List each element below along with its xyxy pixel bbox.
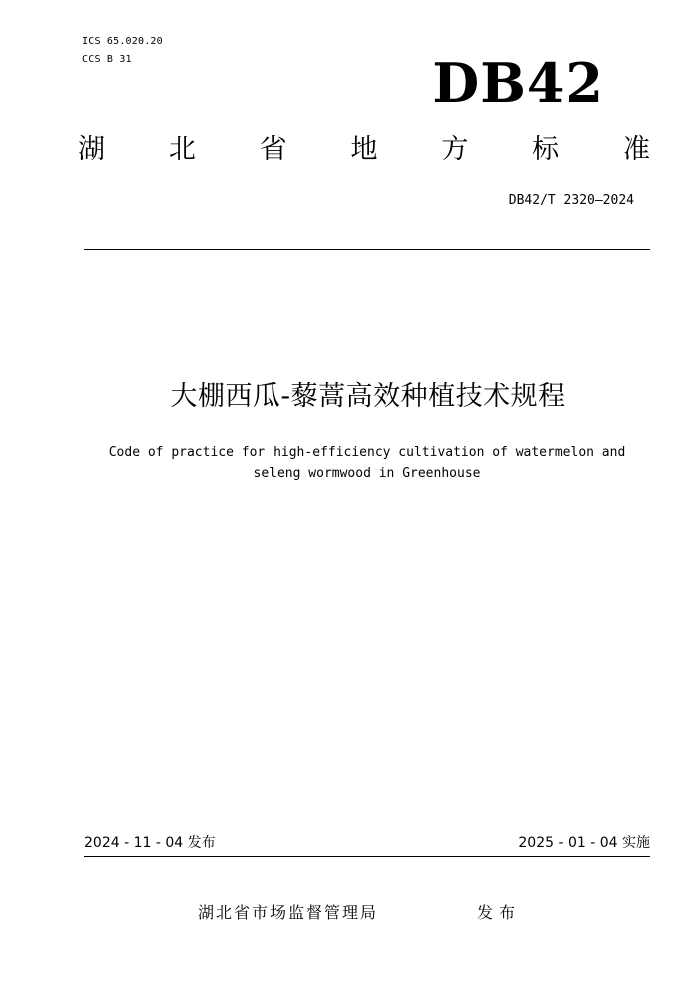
document-title-english [90,442,644,484]
standard-title-char: 地 [350,134,378,165]
standard-number: DB42/T 2320—2024 [508,193,634,208]
title-english-line: Code of practice for high-efficiency cultivation of watermelon and [108,445,626,460]
top-divider [84,249,650,250]
title-english-line: seleng wormwood in Greenhouse [253,466,481,481]
standard-title-char: 方 [441,134,469,165]
standard-logo: DB42 [432,51,604,115]
bottom-divider [84,856,650,857]
issue-label: 发布 [477,903,522,922]
standard-title-char: 湖 [78,134,105,165]
standard-title-char: 北 [168,134,196,165]
standard-title-char: 准 [622,134,650,165]
implementation-date: 2025 - 01 - 04 实施 [518,835,650,851]
standard-title-char: 省 [259,134,287,165]
issue-date: 2024 - 11 - 04 发布 [84,835,216,851]
document-title-chinese: 大棚西瓜-藜蒿高效种植技术规程 [170,381,566,412]
standard-title [78,136,650,163]
ccs-code: CCS B 31 [82,54,132,65]
ics-code: ICS 65.020.20 [82,36,163,47]
standard-title-char: 标 [532,134,560,165]
issuing-authority: 湖北省市场监督管理局 [198,903,379,922]
